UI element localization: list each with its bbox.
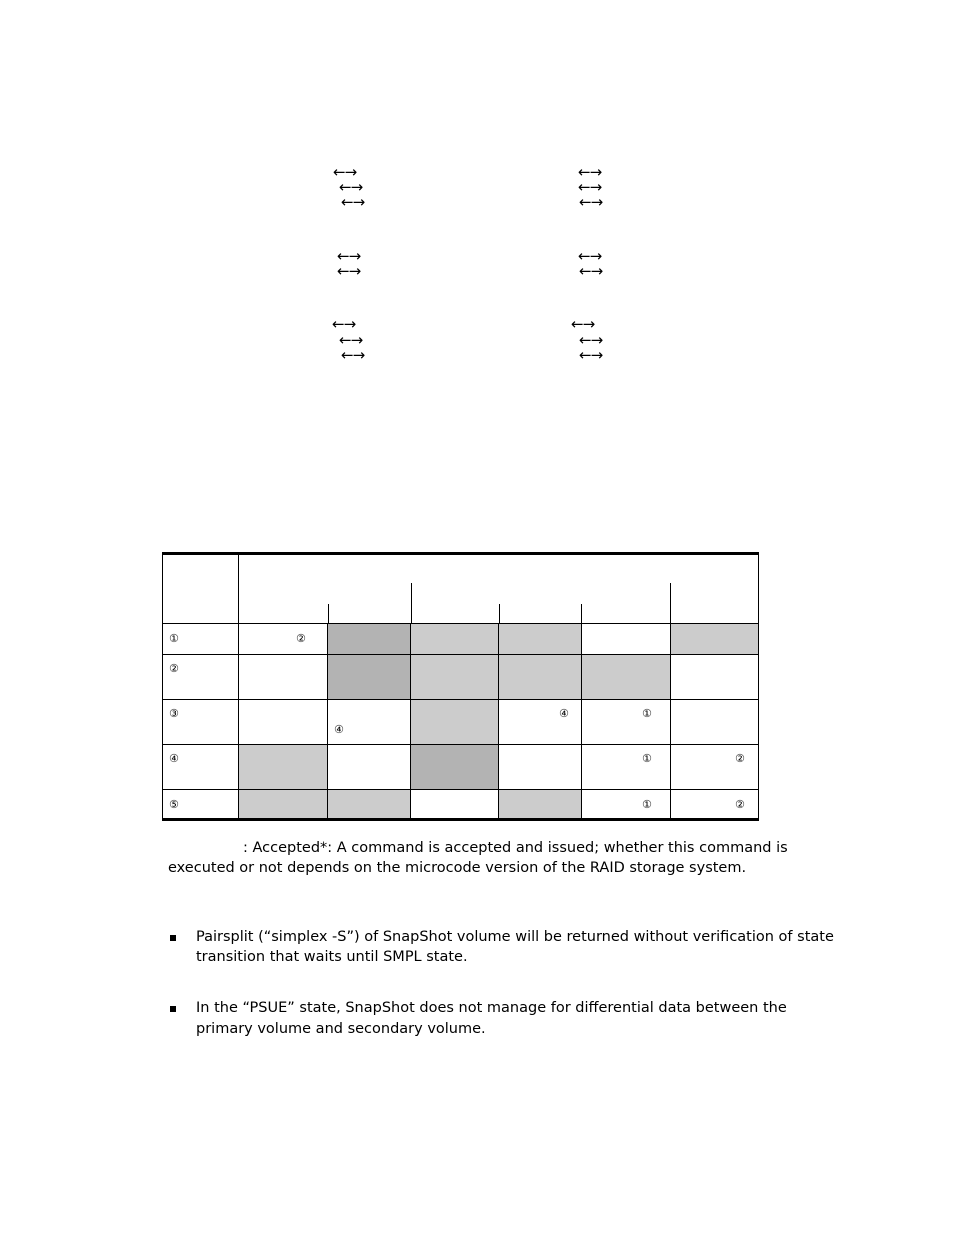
table-cell [328,700,411,745]
bullet-text-line: In the “PSUE” state, SnapShot does not manage for differential data between the [196,1000,787,1016]
table-cell [582,655,671,700]
header-divider [581,604,582,625]
row-label-cell [163,745,239,790]
header-cell-row-label [163,554,239,624]
cell-marker: ① [642,752,652,765]
state-transition-table [162,552,759,821]
arrow-icon: ←→ [339,178,363,196]
header-divider [670,583,671,625]
footnote-line-2: executed or not depends on the microcode version of the RAID storage system. [168,860,747,876]
table-cell [499,745,582,790]
row-label: ③ [169,707,179,720]
bullet-text-line: primary volume and secondary volume. [196,1021,486,1037]
row-label-cell [163,655,239,700]
table-cell [239,655,328,700]
cell-marker: ④ [334,723,344,736]
cell-marker: ④ [559,707,569,720]
arrow-icon: ←→ [341,346,365,364]
cell-marker: ① [642,707,652,720]
table-row [163,700,759,745]
table-cell [411,655,499,700]
table-cell [328,655,411,700]
arrow-icon: ←→ [339,331,363,349]
table-cell [499,624,582,655]
arrow-icon: ←→ [579,331,603,349]
table-cell [671,700,759,745]
bullet-icon [170,1006,176,1012]
row-label-cell [163,790,239,820]
arrow-icon: ←→ [337,247,361,265]
arrow-icon: ←→ [578,247,602,265]
bullet-text-line: Pairsplit (“simplex -S”) of SnapShot volume will be returned without verification of state [196,929,834,945]
table-cell [582,624,671,655]
header-divider [411,583,412,625]
header-divider [499,604,500,625]
table-cell [671,790,759,820]
table-cell [239,745,328,790]
table-cell [411,624,499,655]
table-cell [582,790,671,820]
table-cell [582,745,671,790]
bullet-icon [170,935,176,941]
arrow-icon: ←→ [571,315,595,333]
arrow-icon: ←→ [579,262,603,280]
cell-marker: ② [735,752,745,765]
table-cell [239,790,328,820]
row-label-cell [163,624,239,655]
cell-marker: ② [296,632,306,645]
cell-marker: ① [642,798,652,811]
row-label: ④ [169,752,179,765]
table-cell [411,745,499,790]
table-cell [671,624,759,655]
arrow-icon: ←→ [579,193,603,211]
table-row [163,790,759,820]
table-row [163,655,759,700]
arrow-icon: ←→ [579,346,603,364]
header-divider [328,604,329,625]
table-cell [499,655,582,700]
table-row [163,745,759,790]
arrow-icon: ←→ [337,262,361,280]
table-cell [671,655,759,700]
table-cell [328,745,411,790]
table-cell [328,624,411,655]
table-cell [671,745,759,790]
table-header-row [163,554,759,624]
arrow-icon: ←→ [578,178,602,196]
arrow-icon: ←→ [332,315,356,333]
header-cell-commands [239,554,759,624]
bullet-text-line: transition that waits until SMPL state. [196,949,468,965]
table-cell [499,700,582,745]
table-cell [411,790,499,820]
row-label: ① [169,632,179,645]
table-cell [328,790,411,820]
cell-marker: ② [735,798,745,811]
row-label-cell [163,700,239,745]
footnote-line-1: : Accepted*: A command is accepted and issued; whether this command is [243,840,788,856]
table-cell [239,700,328,745]
table-cell [239,624,328,655]
arrow-icon: ←→ [333,163,357,181]
table-cell [411,700,499,745]
row-label: ② [169,662,179,675]
table-cell [582,700,671,745]
arrow-icon: ←→ [578,163,602,181]
arrow-icon: ←→ [341,193,365,211]
row-label: ⑤ [169,798,179,811]
table-row [163,624,759,655]
table-cell [499,790,582,820]
